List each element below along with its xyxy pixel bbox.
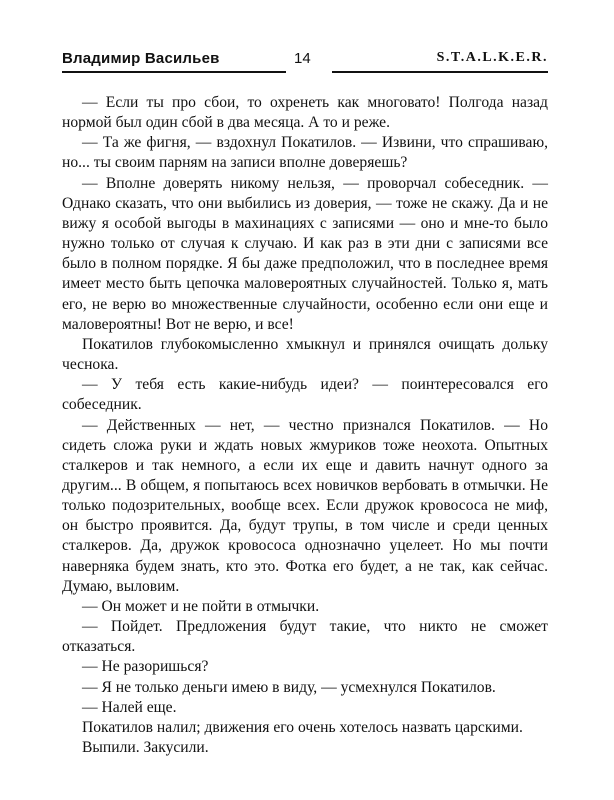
paragraph: — Если ты про сбои, то охренеть как многовато! Полгода назад нормой был один сбой в два месяца. А то и реже. bbox=[62, 94, 548, 132]
header-rule-left bbox=[62, 71, 286, 73]
header-rule-right bbox=[332, 71, 548, 73]
paragraph: Покатилов глубокомысленно хмыкнул и принялся очищать дольку чеснока. bbox=[62, 335, 548, 374]
running-header bbox=[62, 50, 548, 74]
page-number: 14 bbox=[294, 50, 311, 67]
paragraph: — У тебя есть какие-нибудь идеи? — поинтересовался его собеседник. bbox=[62, 376, 548, 414]
header-series-title: S.T.A.L.K.E.R. bbox=[436, 50, 548, 65]
header-author: Владимир Васильев bbox=[62, 50, 220, 67]
paragraph: — Действенных — нет, — честно признался Покатилов. — Но сидеть сложа руки и ждать новых жмуриков тоже неохота. Опытных сталкеров и так немного, а если их еще и давить начнут одного за другим... В общем, я попытаюсь всех новичков вербовать в отмычки. Не только подозрительных, вообще всех. Если дружок кровососа не миф, он быстро проявится. Да, будут трупы, в том числе и среди ценных сталкеров. Да, дружок кровососа однозначно уцелеет. Но мы почти наверняка будем знать, кто это. Фотка его будет, а не так, как сейчас. Думаю, выловим. bbox=[62, 416, 548, 595]
paragraph: — Та же фигня, — вздохнул Покатилов. — Извини, что спрашиваю, но... ты своим парням на записи вполне доверяешь? bbox=[62, 134, 548, 172]
paragraph: Выпили. Закусили. bbox=[82, 739, 209, 756]
paragraph: — Налей еще. bbox=[82, 698, 177, 716]
paragraph: Покатилов налил; движения его очень хотелось назвать царскими. bbox=[82, 718, 523, 736]
paragraph: — Он может и не пойти в отмычки. bbox=[82, 597, 320, 615]
paragraph: — Не разоришься? bbox=[82, 658, 209, 676]
body-text bbox=[62, 93, 548, 758]
paragraph: — Вполне доверять никому нельзя, — проворчал собеседник. — Однако сказать, что они выбились из доверия, — тоже не скажу. Да и не вижу я особой выгоды в махинациях с записями — оно и мне-то было нужно только от случая к случаю. И как раз в эти дни с записями все было в полном порядке. Я бы даже предположил, что в последнее время имеет место быть цепочка маловероятных случайностей. Только я, мать его, не верю во множественные случайности, особенно если они еще и маловероятны! Вот не верю, и все! bbox=[62, 174, 548, 333]
paragraph: — Пойдет. Предложения будут такие, что никто не сможет отказаться. bbox=[62, 618, 548, 656]
paragraph: — Я не только деньги имею в виду, — усмехнулся Покатилов. bbox=[82, 678, 496, 696]
